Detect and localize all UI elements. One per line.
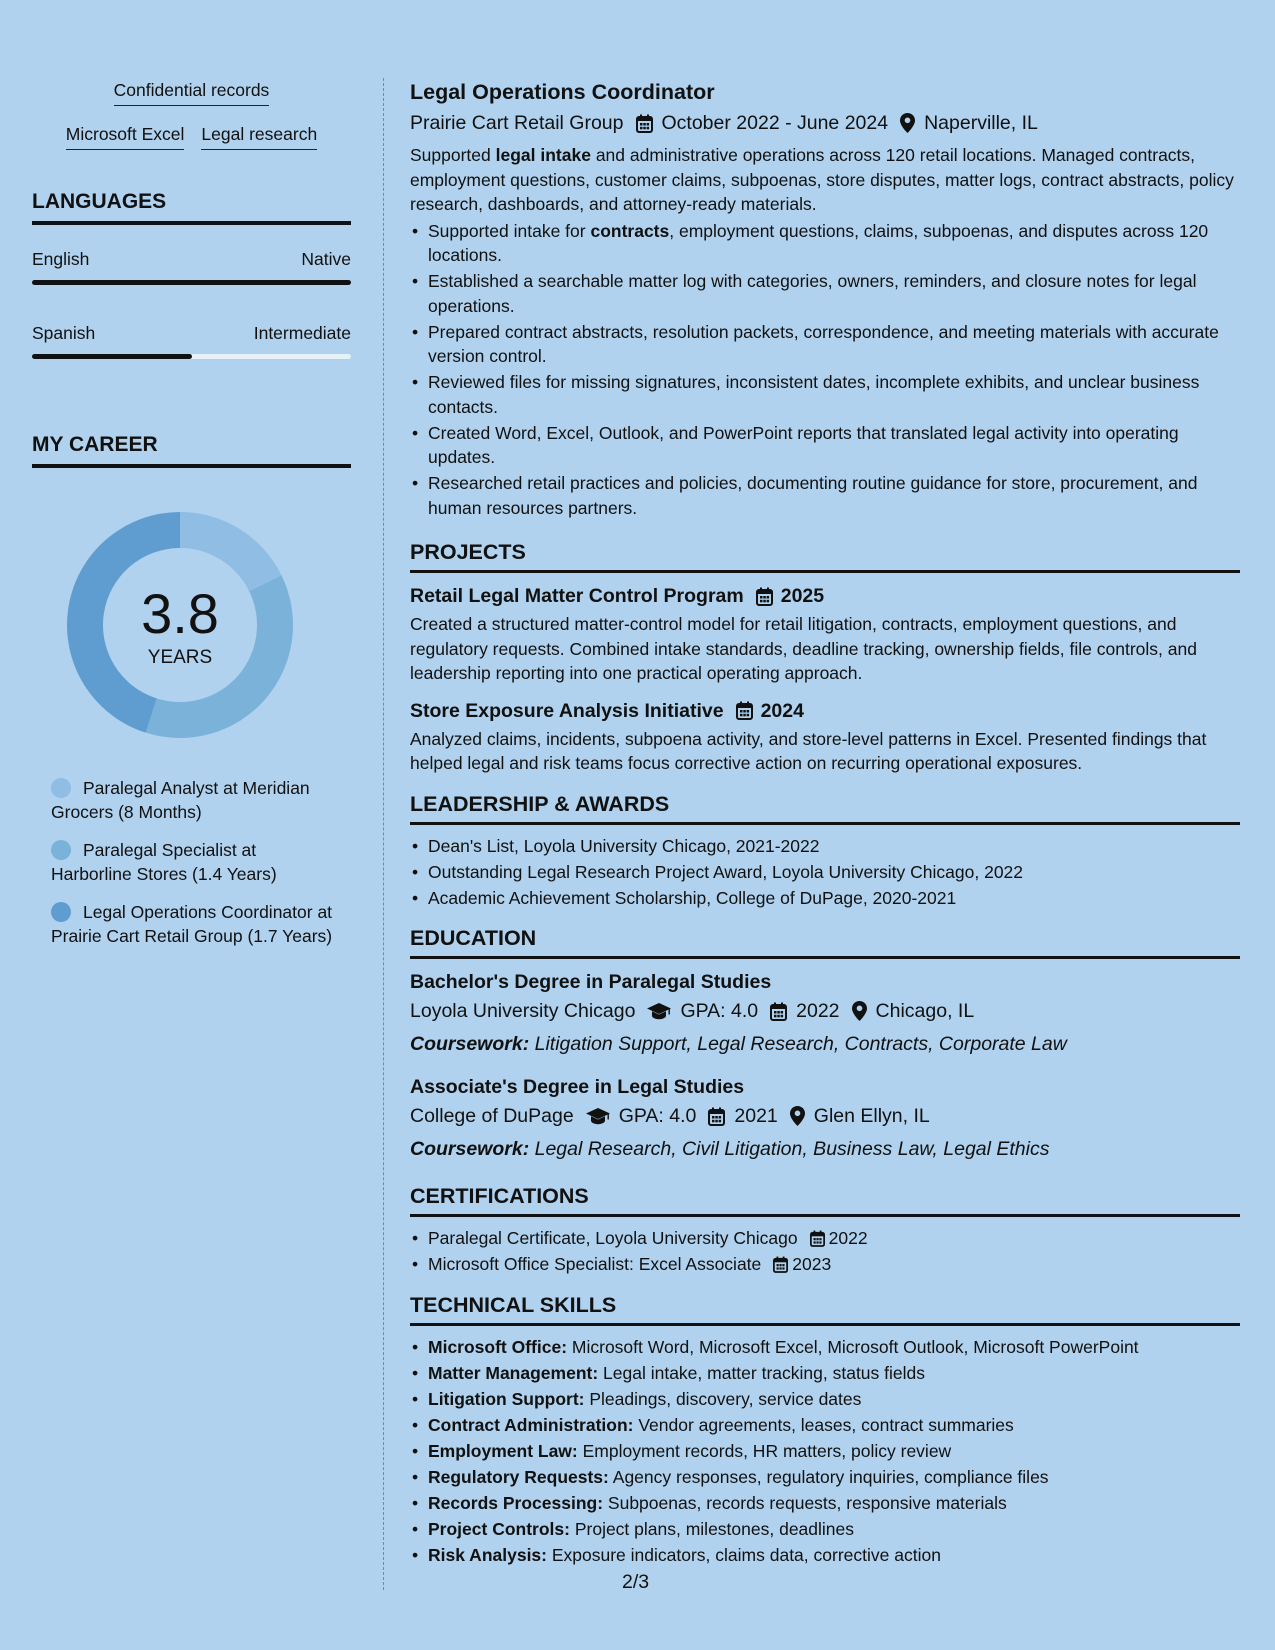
technical-skills-heading: TECHNICAL SKILLS xyxy=(410,1291,1240,1326)
main-content xyxy=(410,78,1240,1569)
tag-row xyxy=(32,78,351,106)
career-heading: MY CAREER xyxy=(32,431,351,468)
calendar-icon xyxy=(708,1107,725,1126)
list-item: • Researched retail practices and policies, documenting routine guidance for store, procurement, and human resources partners. xyxy=(410,471,1240,520)
degree-title: Associate's Degree in Legal Studies xyxy=(410,1076,745,1098)
list-item xyxy=(410,1226,1240,1251)
language-level: Intermediate xyxy=(253,323,351,343)
project-description: Created a structured matter-control model for retail litigation, contracts, employment questions, and regulatory requests. Combined intake standards, deadline tracking, ownership fields, file controls, and leadership reporting into one practical operating approach. xyxy=(410,614,1197,683)
calendar-icon xyxy=(770,1002,787,1021)
coursework: Coursework: Legal Research, Civil Litigation, Business Law, Legal Ethics xyxy=(410,1138,1050,1160)
list-item: • Matter Management: Legal intake, matter tracking, status fields xyxy=(410,1361,1240,1386)
gpa: GPA: 4.0 xyxy=(618,1105,697,1127)
calendar-icon xyxy=(736,701,753,720)
certification-year: 2023 xyxy=(792,1254,832,1274)
list-item: • Reviewed files for missing signatures, inconsistent dates, incomplete exhibits, and unclear business contacts. xyxy=(410,370,1240,419)
skill-tag: Legal research xyxy=(201,122,317,150)
calendar-icon xyxy=(756,587,773,606)
coursework: Coursework: Litigation Support, Legal Research, Contracts, Corporate Law xyxy=(410,1033,1067,1055)
legend-item xyxy=(51,900,336,948)
education-item xyxy=(410,1073,1240,1162)
project-title: Store Exposure Analysis Initiative xyxy=(410,699,724,722)
page-number: 2/3 xyxy=(622,1571,650,1593)
location-pin-icon xyxy=(900,113,915,133)
certifications-heading: CERTIFICATIONS xyxy=(410,1182,1240,1217)
list-item xyxy=(410,1252,1240,1277)
list-item: • Litigation Support: Pleadings, discovery, service dates xyxy=(410,1387,1240,1412)
school-name: Loyola University Chicago xyxy=(410,1000,636,1022)
career-unit: YEARS xyxy=(147,647,213,668)
language-name: Spanish xyxy=(32,323,96,343)
technical-skills-list xyxy=(410,1335,1240,1568)
languages-heading: LANGUAGES xyxy=(32,188,351,225)
education-item xyxy=(410,968,1240,1057)
gpa: GPA: 4.0 xyxy=(680,1000,759,1022)
legend-dot xyxy=(51,840,71,860)
graduation-year: 2022 xyxy=(796,1000,840,1022)
list-item: • Dean's List, Loyola University Chicago, 2021-2022 xyxy=(410,834,1240,859)
legend-dot xyxy=(51,778,71,798)
job-title: Legal Operations Coordinator xyxy=(410,80,715,104)
legend-item xyxy=(51,838,336,886)
list-item: • Risk Analysis: Exposure indicators, claims data, corrective action xyxy=(410,1543,1240,1568)
legend-item xyxy=(51,776,336,824)
project-item xyxy=(410,697,1240,776)
location-pin-icon xyxy=(790,1106,805,1126)
skill-tag: Microsoft Excel xyxy=(66,122,185,150)
career-donut-chart xyxy=(65,510,295,740)
school-location: Chicago, IL xyxy=(875,1000,975,1022)
legend-label: Paralegal Analyst at Meridian Grocers (8 Months) xyxy=(51,778,310,822)
list-item: • Microsoft Office: Microsoft Word, Microsoft Excel, Microsoft Outlook, Microsoft PowerPoint xyxy=(410,1335,1240,1360)
job-bullets xyxy=(410,219,1240,521)
language-name: English xyxy=(32,249,90,269)
language-bar-fill xyxy=(32,354,192,359)
company-name: Prairie Cart Retail Group xyxy=(410,112,624,134)
projects-heading: PROJECTS xyxy=(410,538,1240,573)
graduation-cap-icon xyxy=(586,1108,610,1125)
location-pin-icon xyxy=(852,1001,867,1021)
certification-name: • Paralegal Certificate, Loyola University Chicago xyxy=(428,1228,798,1248)
language-bar xyxy=(32,280,351,285)
school-name: College of DuPage xyxy=(410,1105,574,1127)
list-item: • Prepared contract abstracts, resolution packets, correspondence, and meeting materials with accurate version control. xyxy=(410,320,1240,369)
school-location: Glen Ellyn, IL xyxy=(813,1105,930,1127)
awards-heading: LEADERSHIP & AWARDS xyxy=(410,790,1240,825)
list-item: • Academic Achievement Scholarship, College of DuPage, 2020-2021 xyxy=(410,886,1240,911)
certification-year: 2022 xyxy=(828,1228,868,1248)
legend-dot xyxy=(51,902,71,922)
calendar-icon xyxy=(773,1256,788,1273)
list-item: • Outstanding Legal Research Project Award, Loyola University Chicago, 2022 xyxy=(410,860,1240,885)
list-item: • Regulatory Requests: Agency responses, regulatory inquiries, compliance files xyxy=(410,1465,1240,1490)
language-bar-fill xyxy=(32,280,351,285)
career-total: 3.8 xyxy=(141,582,219,645)
language-level: Native xyxy=(301,249,351,269)
project-item xyxy=(410,582,1240,686)
language-bar xyxy=(32,354,351,359)
skill-tag: Confidential records xyxy=(114,78,270,106)
list-item: • Contract Administration: Vendor agreements, leases, contract summaries xyxy=(410,1413,1240,1438)
list-item: • Created Word, Excel, Outlook, and PowerPoint reports that translated legal activity into operating updates. xyxy=(410,421,1240,470)
awards-list xyxy=(410,834,1240,911)
project-year: 2025 xyxy=(780,585,825,607)
graduation-year: 2021 xyxy=(734,1105,778,1127)
legend-label: Paralegal Specialist at Harborline Stores (1.4 Years) xyxy=(51,840,277,884)
list-item: • Established a searchable matter log with categories, owners, reminders, and closure notes for legal operations. xyxy=(410,269,1240,318)
certifications-list xyxy=(410,1226,1240,1277)
job-summary: Supported legal intake and administrative operations across 120 retail locations. Managed contracts, employment questions, customer claims, subpoenas, store disputes, matter logs, contract abstracts, policy research, dashboards, and attorney-ready materials. xyxy=(410,145,1234,214)
education-heading: EDUCATION xyxy=(410,924,1240,959)
project-title: Retail Legal Matter Control Program xyxy=(410,585,744,607)
language-spanish xyxy=(32,321,351,359)
calendar-icon xyxy=(636,114,653,133)
job-location: Naperville, IL xyxy=(924,112,1038,134)
column-divider xyxy=(383,78,384,1590)
job-dates: October 2022 - June 2024 xyxy=(661,112,889,134)
list-item: • Employment Law: Employment records, HR matters, policy review xyxy=(410,1439,1240,1464)
project-year: 2024 xyxy=(760,699,804,722)
list-item: • Project Controls: Project plans, milestones, deadlines xyxy=(410,1517,1240,1542)
list-item: • Supported intake for contracts, employment questions, claims, subpoenas, and disputes across 120 locations. xyxy=(410,219,1240,268)
career-legend xyxy=(51,776,351,948)
certification-name: • Microsoft Office Specialist: Excel Associate xyxy=(428,1254,762,1274)
graduation-cap-icon xyxy=(647,1003,671,1020)
degree-title: Bachelor's Degree in Paralegal Studies xyxy=(410,971,772,993)
job-meta xyxy=(410,110,1240,136)
sidebar xyxy=(32,78,351,962)
legend-label: Legal Operations Coordinator at Prairie Cart Retail Group (1.7 Years) xyxy=(51,902,333,946)
tag-row xyxy=(32,122,351,150)
language-english xyxy=(32,247,351,285)
skill-tags xyxy=(32,78,351,150)
list-item: • Records Processing: Subpoenas, records requests, responsive materials xyxy=(410,1491,1240,1516)
project-description: Analyzed claims, incidents, subpoena activity, and store-level patterns in Excel. Presented findings that helped legal and risk teams focus corrective action on recurring operational exposures. xyxy=(410,728,1207,773)
calendar-icon xyxy=(810,1230,825,1247)
